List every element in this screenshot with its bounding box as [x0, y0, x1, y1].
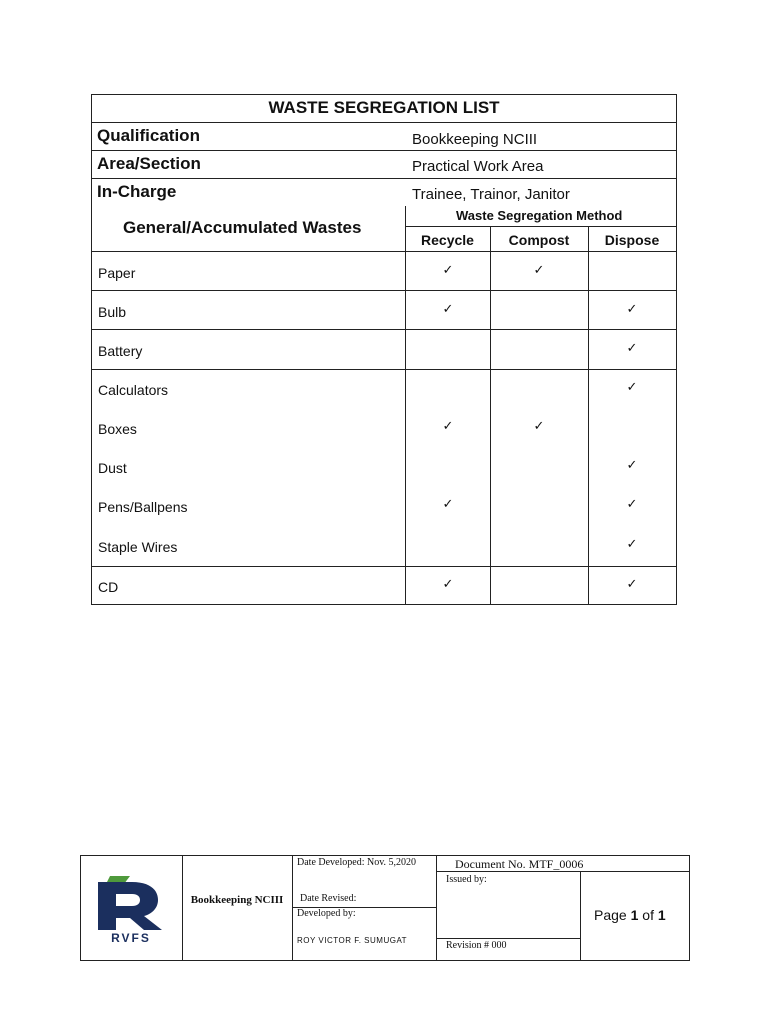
area-label: Area/Section: [97, 154, 201, 173]
qualification-label: Qualification: [97, 126, 200, 145]
issued-by-label: Issued by:: [446, 874, 487, 885]
column-recycle: Recycle: [421, 232, 474, 248]
method-header: Waste Segregation Method: [456, 208, 623, 223]
waste-item-name: Battery: [98, 343, 143, 359]
check-mark-dispose: ✓: [626, 576, 638, 591]
column-compost: Compost: [508, 232, 570, 248]
check-mark-dispose: ✓: [626, 536, 638, 551]
page-total: 1: [657, 907, 666, 923]
document-footer: [80, 855, 690, 961]
column-dispose: Dispose: [604, 232, 660, 248]
page-indicator: [594, 907, 666, 923]
date-developed: [297, 857, 432, 868]
waste-item-name: Dust: [98, 460, 127, 476]
check-mark-recycle: ✓: [442, 496, 454, 511]
page-label: Page: [594, 907, 627, 923]
area-value: Practical Work Area: [412, 158, 544, 175]
incharge-label: In-Charge: [97, 182, 177, 201]
general-wastes-header: General/Accumulated Wastes: [123, 218, 362, 237]
qualification-value: Bookkeeping NCIII: [412, 131, 538, 148]
date-revised-label: Date Revised:: [300, 893, 357, 904]
check-mark-recycle: ✓: [442, 262, 454, 277]
waste-item-name: CD: [98, 579, 119, 595]
document-title: WASTE SEGREGATION LIST: [268, 98, 500, 117]
rvfs-logo: [94, 874, 168, 944]
check-mark-compost: ✓: [533, 262, 545, 277]
waste-item-name: Bulb: [98, 304, 127, 320]
check-mark-dispose: ✓: [626, 340, 638, 355]
of-label: of: [642, 907, 654, 923]
page-number: 1: [630, 907, 639, 923]
date-developed-value: Nov. 5,2020: [366, 857, 417, 868]
revision-number: Revision # 000: [446, 940, 507, 951]
check-mark-dispose: ✓: [626, 457, 638, 472]
logo-text: RVFS: [111, 931, 151, 944]
document-number: Document No. MTF_0006: [455, 857, 584, 871]
check-mark-dispose: ✓: [626, 496, 638, 511]
footer-course: Bookkeeping NCIII: [190, 894, 284, 906]
check-mark-recycle: ✓: [442, 576, 454, 591]
check-mark-recycle: ✓: [442, 418, 454, 433]
waste-item-name: Calculators: [98, 382, 169, 398]
check-mark-compost: ✓: [533, 418, 545, 433]
date-developed-label: Date Developed:: [297, 857, 365, 868]
check-mark-recycle: ✓: [442, 301, 454, 316]
developed-by-label: Developed by:: [297, 908, 356, 919]
waste-item-name: Staple Wires: [98, 539, 178, 555]
developer-name: ROY VICTOR F. SUMUGAT: [297, 936, 408, 945]
waste-item-name: Paper: [98, 265, 136, 281]
check-mark-dispose: ✓: [626, 301, 638, 316]
waste-segregation-table: [91, 94, 677, 605]
check-mark-dispose: ✓: [626, 379, 638, 394]
waste-item-name: Boxes: [98, 421, 137, 437]
waste-item-name: Pens/Ballpens: [98, 499, 188, 515]
incharge-value: Trainee, Trainor, Janitor: [412, 186, 570, 203]
